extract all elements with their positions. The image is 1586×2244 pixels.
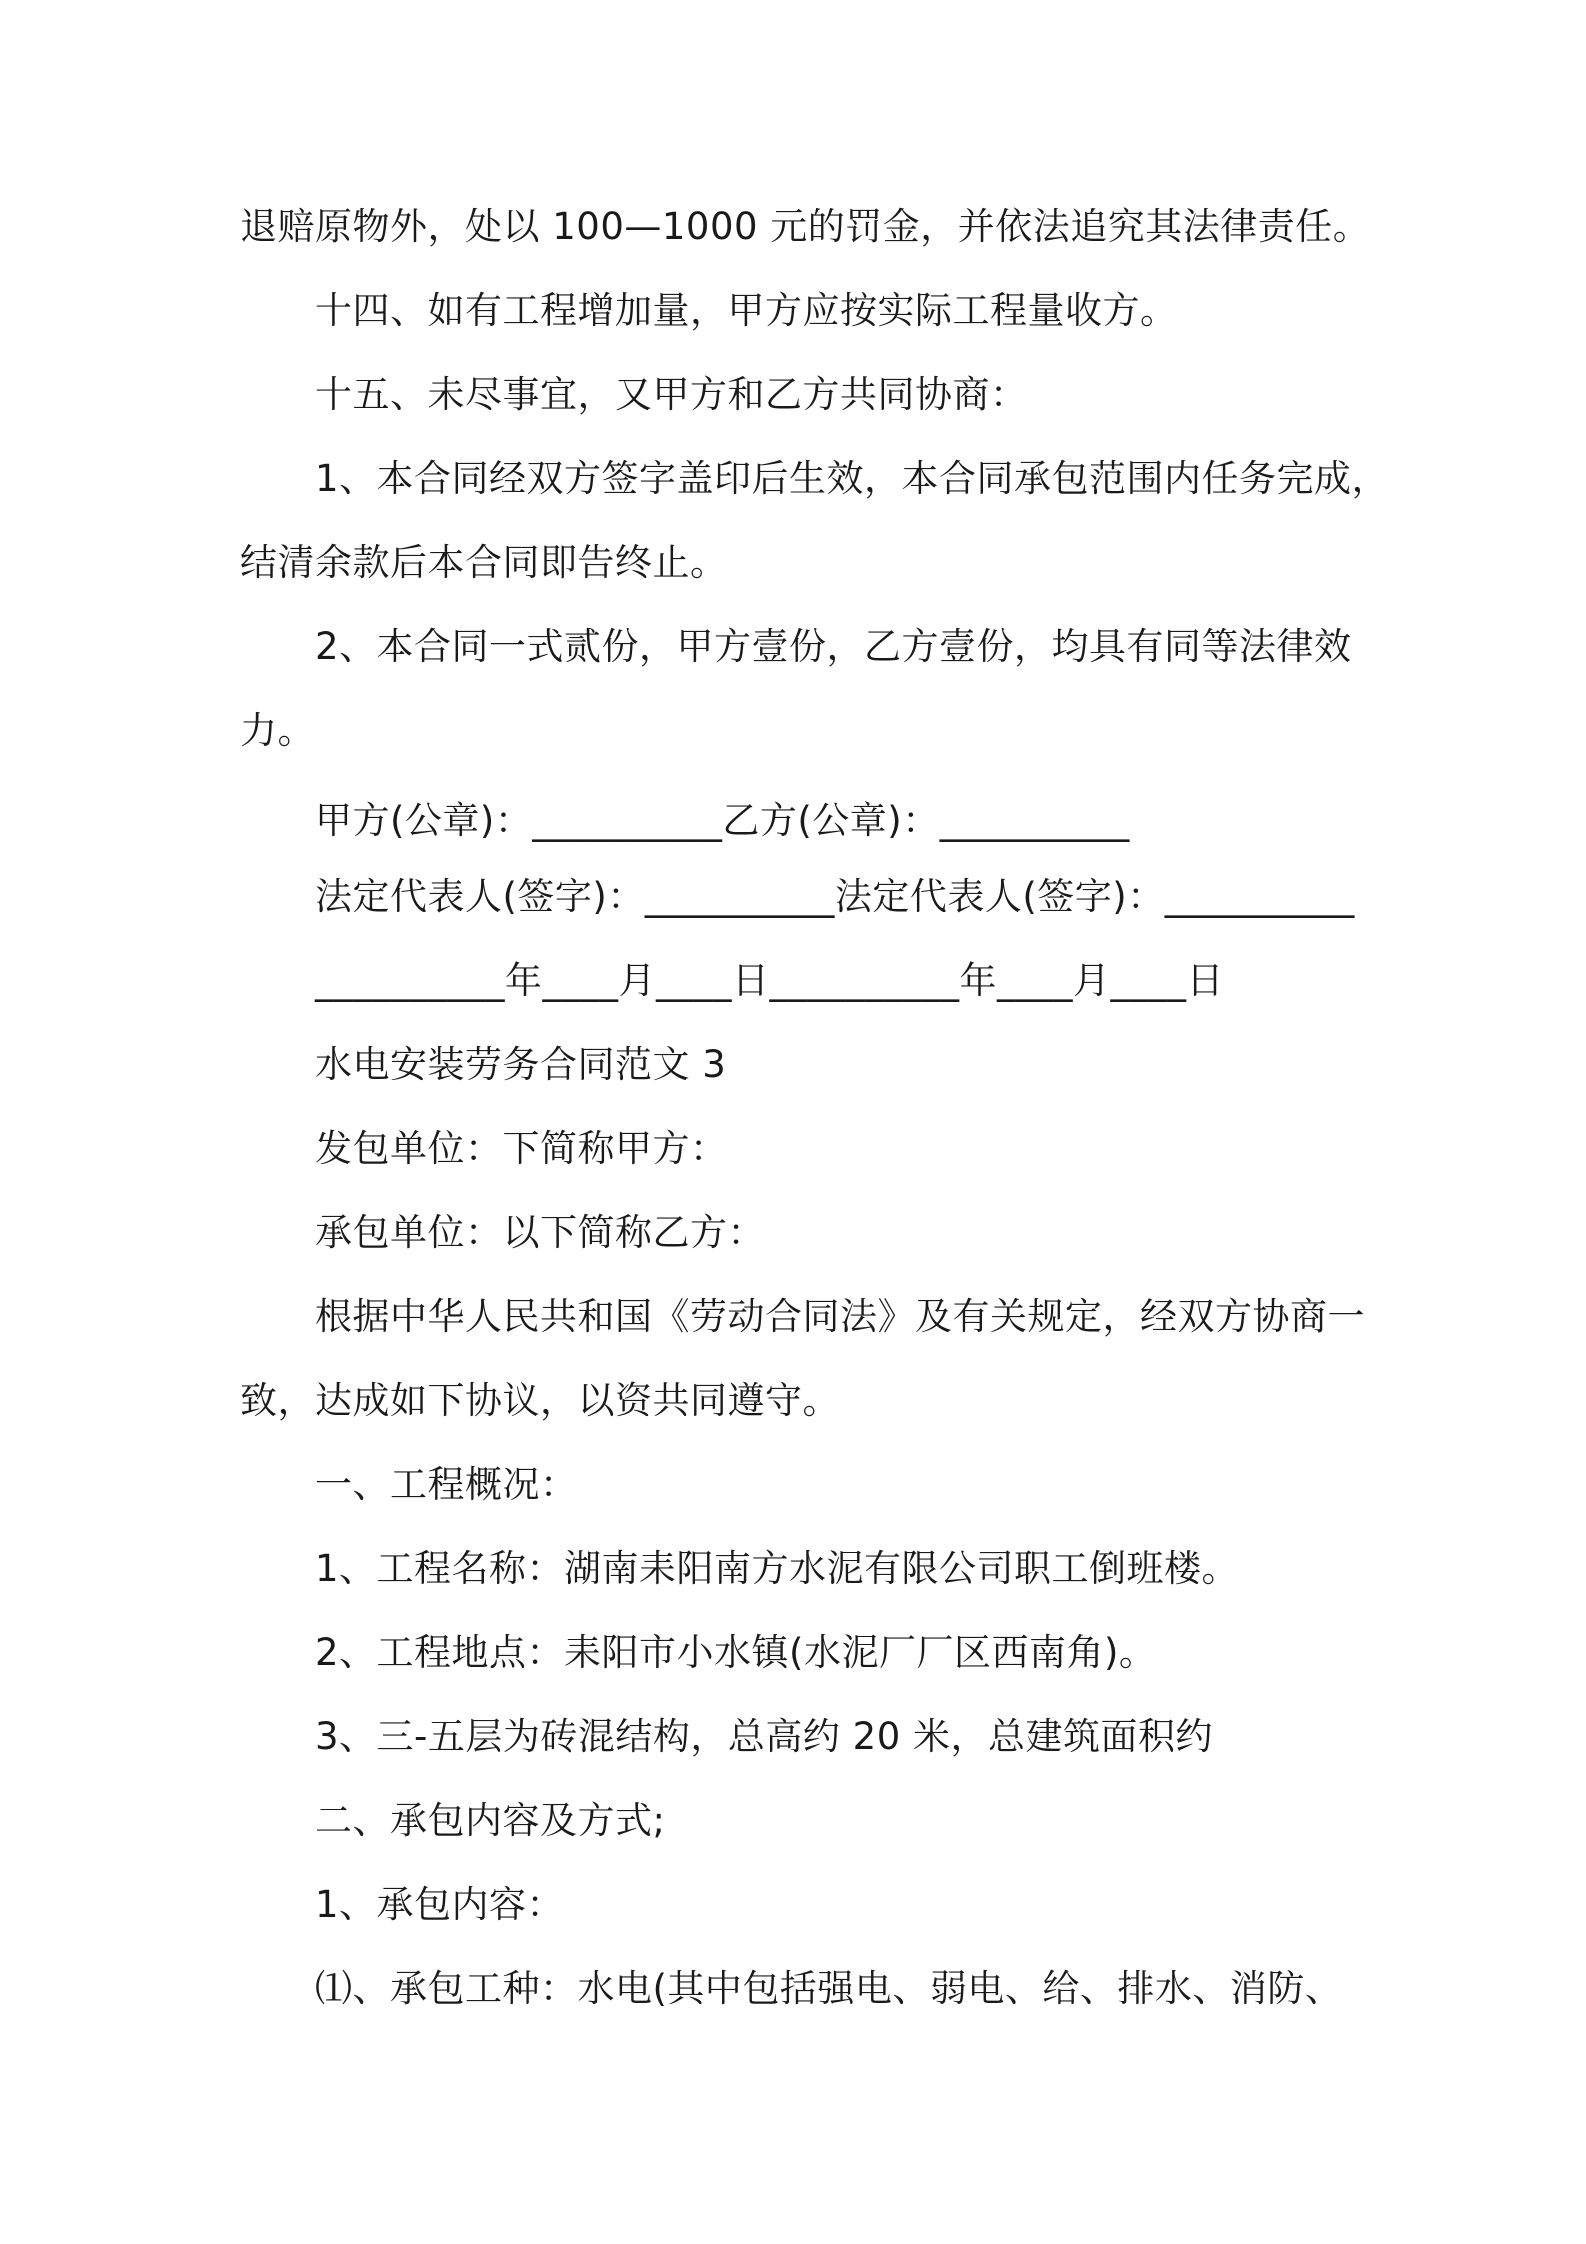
text-line: 十五、未尽事宜，又甲方和乙方共同协商： bbox=[315, 373, 1028, 416]
text-line: 1、承包内容： bbox=[315, 1883, 565, 1926]
text-line: 力。 bbox=[240, 709, 315, 752]
signature-line-representative: 法定代表人(签字)：__________法定代表人(签字)：__________ bbox=[315, 875, 1355, 918]
text-line: 2、本合同一式贰份，甲方壹份，乙方壹份，均具有同等法律效 bbox=[315, 625, 1352, 668]
signature-line-seal: 甲方(公章)：__________乙方(公章)：__________ bbox=[315, 799, 1130, 842]
text-line: 1、本合同经双方签字盖印后生效，本合同承包范围内任务完成， bbox=[315, 457, 1390, 500]
text-line: 一、工程概况： bbox=[315, 1463, 578, 1506]
text-line: 3、三-五层为砖混结构，总高约 20 米，总建筑面积约 bbox=[315, 1715, 1213, 1758]
text-line: 承包单位：以下简称乙方： bbox=[315, 1211, 765, 1254]
text-line: ⑴、承包工种：水电(其中包括强电、弱电、给、排水、消防、 bbox=[315, 1967, 1343, 2010]
text-line: 根据中华人民共和国《劳动合同法》及有关规定，经双方协商一 bbox=[315, 1295, 1365, 1338]
text-line: 2、工程地点：耒阳市小水镇(水泥厂厂区西南角)。 bbox=[315, 1631, 1157, 1674]
text-line: 十四、如有工程增加量，甲方应按实际工程量收方。 bbox=[315, 289, 1178, 332]
text-line: 发包单位：下简称甲方： bbox=[315, 1127, 728, 1170]
text-line: 1、工程名称：湖南耒阳南方水泥有限公司职工倒班楼。 bbox=[315, 1547, 1240, 1590]
text-line: 结清余款后本合同即告终止。 bbox=[240, 541, 728, 584]
text-line: 致，达成如下协议，以资共同遵守。 bbox=[240, 1379, 840, 1422]
text-line: 退赔原物外，处以 100—1000 元的罚金，并依法追究其法律责任。 bbox=[240, 205, 1371, 248]
section-title: 水电安装劳务合同范文 3 bbox=[315, 1043, 727, 1086]
signature-line-date: __________年____月____日__________年____月____日 bbox=[315, 959, 1224, 1002]
text-line: 二、承包内容及方式; bbox=[315, 1799, 666, 1842]
